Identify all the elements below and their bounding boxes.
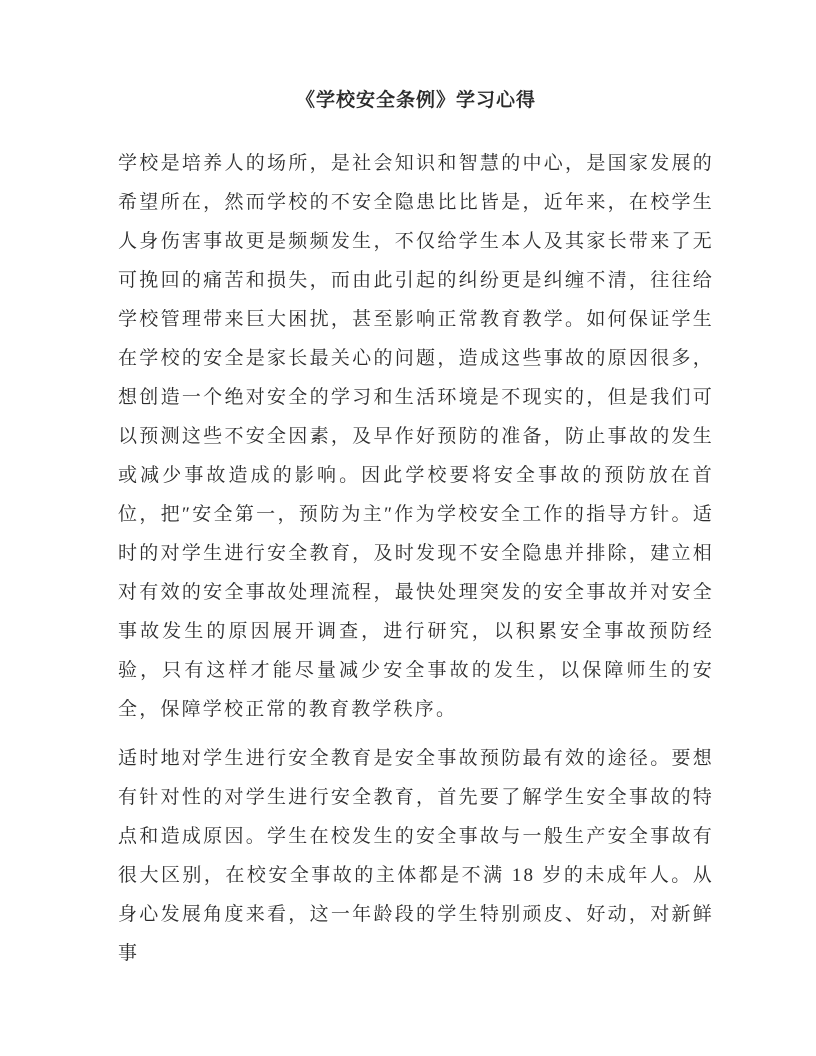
paragraph-2: 适时地对学生进行安全教育是安全事故预防最有效的途径。要想有针对性的对学生进行安全教育，首先要了解学生安全事故的特点和造成原因。学生在校发生的安全事故与一般生产安全事故有很大区别，在校安全事故的主体都是不满 18 岁的未成年人。从身心发展角度来看，这一年龄段的学生特别顽皮、好动，对新鲜事 (118, 748, 714, 964)
paragraph-1: 学校是培养人的场所，是社会知识和智慧的中心，是国家发展的希望所在，然而学校的不安全隐患比比皆是，近年来，在校学生人身伤害事故更是频频发生，不仅给学生本人及其家长带来了无可挽回的痛苦和损失，而由此引起的纠纷更是纠缠不清，往往给学校管理带来巨大困扰，甚至影响正常教育教学。如何保证学生在学校的安全是家长最关心的问题，造成这些事故的原因很多，想创造一个绝对安全的学习和生活环境是不现实的，但是我们可以预测这些不安全因素，及早作好预防的准备，防止事故的发生或减少事故造成的影响。因此学校要将安全事故的预防放在首位，把″安全第一，预防为主″作为学校安全工作的指导方针。适时的对学生进行安全教育，及时发现不安全隐患并排除，建立相对有效的安全事故处理流程，最快处理突发的安全事故并对安全事故发生的原因展开调查，进行研究，以积累安全事故预防经验，只有这样才能尽量减少安全事故的发生，以保障师生的安全，保障学校正常的教育教学秩序。 (118, 153, 714, 720)
document-title: 《学校安全条例》学习心得 (295, 90, 536, 111)
